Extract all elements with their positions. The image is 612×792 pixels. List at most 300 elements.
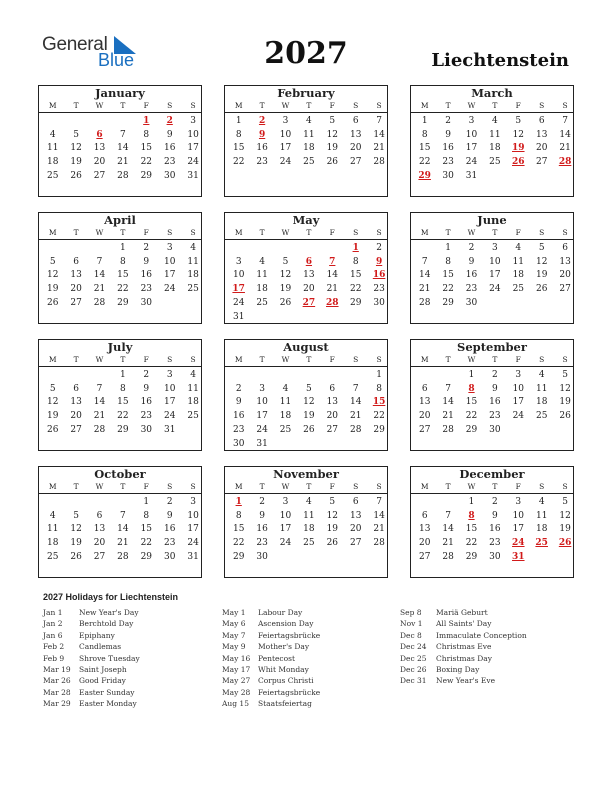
holiday-day-cell: 8 [468,383,475,394]
day-cell: 3 [282,497,289,507]
holidays-column [43,608,218,711]
holiday-date: Mar 19 [43,664,71,674]
weekday-label: W [281,101,290,110]
holiday-name: Feiertagsbrücke [258,687,321,697]
weekday-label: W [467,482,476,491]
weekday-label: W [95,101,104,110]
holiday-date: Jan 1 [43,608,63,617]
day-cell: 3 [468,116,475,126]
day-cell: 11 [303,129,315,140]
month-october [38,466,202,578]
day-cell: 9 [166,510,173,521]
day-cell: 31 [187,170,199,181]
weekday-label: F [143,355,149,364]
day-cell: 18 [279,411,292,422]
holiday-name: Candlemas [79,642,122,652]
day-cell: 12 [70,143,82,154]
holiday-row [222,619,397,630]
day-cell: 10 [279,129,292,140]
weekday-label: F [515,101,521,110]
weekday-label: T [492,228,498,237]
holiday-day-cell: 9 [258,129,266,140]
day-cell: 10 [187,510,199,521]
day-cell: 30 [232,438,245,449]
month-june [410,212,574,324]
day-cell: 6 [352,116,359,126]
day-cell: 12 [46,397,59,408]
day-cell: 15 [349,270,362,281]
day-cell: 30 [140,297,153,308]
day-cell: 29 [442,297,454,308]
holiday-name: New Year's Eve [436,676,496,686]
day-cell: 29 [465,551,478,562]
month-title: April [104,213,136,227]
day-cell: 9 [259,510,265,521]
weekday-label: W [281,228,290,237]
day-cell: 14 [559,129,571,140]
day-cell: 19 [326,143,339,154]
day-cell: 26 [326,538,339,549]
day-cell: 24 [279,538,292,549]
holiday-date: Dec 25 [400,653,427,663]
day-cell: 22 [117,411,129,422]
day-cell: 13 [70,270,82,281]
weekday-label: S [167,482,173,491]
day-cell: 6 [352,497,359,507]
weekday-label: S [539,482,545,491]
day-cell: 23 [140,411,153,422]
day-cell: 7 [376,497,382,507]
day-cell: 24 [187,538,199,549]
day-cell: 7 [445,510,451,521]
day-cell: 8 [120,383,126,394]
day-cell: 25 [303,538,315,549]
holiday-date: May 28 [222,687,251,697]
weekday-label: F [329,482,335,491]
day-cell: 19 [46,284,59,295]
day-cell: 26 [303,424,315,435]
day-cell: 16 [163,524,176,535]
day-cell: 21 [373,524,385,535]
holiday-row [400,654,575,665]
day-cell: 7 [445,383,451,394]
day-cell: 25 [512,284,525,295]
day-cell: 27 [70,424,82,435]
day-cell: 18 [535,397,548,408]
weekday-label: T [259,101,265,110]
day-cell: 15 [140,524,153,535]
month-august [224,339,388,451]
day-cell: 21 [442,538,454,549]
holiday-day-cell: 17 [232,284,245,295]
holiday-row [400,665,575,676]
weekday-label: S [190,101,196,110]
day-cell: 2 [259,497,265,507]
day-cell: 25 [46,170,59,181]
day-cell: 19 [559,524,571,535]
weekday-label: M [420,101,429,110]
weekday-label: T [306,101,312,110]
weekday-label: T [120,482,126,491]
weekday-label: T [306,355,312,364]
weekday-label: F [143,482,149,491]
day-cell: 24 [256,424,268,435]
holiday-row [43,608,218,619]
weekday-label: F [329,355,335,364]
day-cell: 9 [235,397,242,408]
holiday-row [400,676,575,687]
day-cell: 30 [373,297,385,308]
day-cell: 16 [256,524,268,535]
day-cell: 1 [120,243,126,253]
holiday-name: Mariä Geburt [436,608,488,617]
day-cell: 5 [306,383,312,394]
day-cell: 20 [349,524,362,535]
day-cell: 13 [93,524,106,535]
day-cell: 17 [163,270,176,281]
day-cell: 9 [492,383,498,394]
weekday-label: S [353,355,359,364]
day-cell: 11 [256,270,268,281]
weekday-label: M [420,355,429,364]
day-cell: 1 [120,370,126,380]
day-cell: 25 [279,424,292,435]
day-cell: 3 [190,116,196,126]
day-cell: 15 [465,397,478,408]
holiday-name: Easter Sunday [79,687,135,697]
day-cell: 2 [468,243,475,253]
day-cell: 17 [279,524,292,535]
day-cell: 10 [232,270,245,281]
day-cell: 28 [349,424,362,435]
day-cell: 5 [329,497,336,507]
day-cell: 11 [279,397,292,408]
day-cell: 30 [256,551,268,562]
day-cell: 9 [166,129,173,140]
day-cell: 11 [535,510,548,521]
day-cell: 25 [46,551,59,562]
day-cell: 16 [442,143,454,154]
weekday-label: S [539,101,545,110]
weekday-label: W [281,482,290,491]
day-cell: 31 [465,170,478,181]
day-cell: 2 [376,243,382,253]
day-cell: 14 [117,524,129,535]
holiday-date: May 17 [222,664,251,674]
weekday-header [411,354,573,367]
day-cell: 18 [489,143,501,154]
day-cell: 20 [70,411,82,422]
holiday-day-cell: 1 [352,243,359,253]
day-cell: 7 [120,510,126,521]
day-cell: 19 [326,524,339,535]
holiday-date: Dec 24 [400,642,427,652]
day-cell: 4 [538,497,545,507]
day-cell: 10 [512,510,525,521]
day-cell: 8 [421,129,428,140]
logo-general-text: General [42,34,108,55]
day-cell: 27 [93,170,106,181]
day-cell: 28 [373,538,385,549]
day-cell: 21 [93,284,106,295]
day-cell: 4 [282,383,289,394]
holiday-name: Good Friday [79,676,126,686]
month-title: February [277,86,335,100]
day-cell: 24 [279,157,292,168]
day-cell: 29 [140,551,153,562]
day-cell: 22 [117,284,129,295]
holiday-row [222,654,397,665]
day-cell: 18 [187,397,199,408]
day-cell: 23 [489,538,501,549]
day-cell: 29 [465,424,478,435]
day-cell: 1 [445,243,451,253]
day-cell: 30 [489,424,501,435]
day-cell: 13 [418,524,431,535]
day-cell: 12 [326,510,339,521]
weekday-label: F [329,228,335,237]
holiday-name: Epiphany [79,630,115,640]
day-cell: 23 [373,284,385,295]
weekday-label: T [120,228,126,237]
day-cell: 30 [465,297,478,308]
holiday-name: Corpus Christi [258,676,314,686]
holiday-row [222,642,397,653]
day-cell: 19 [303,411,315,422]
holiday-day-cell: 26 [558,538,572,549]
holiday-day-cell: 8 [468,510,475,521]
day-cell: 6 [538,116,545,126]
holiday-date: Sep 8 [400,608,422,617]
day-cell: 13 [326,397,339,408]
day-cell: 22 [465,411,478,422]
holiday-name: Mother's Day [258,642,310,652]
day-cell: 14 [349,397,362,408]
day-cell: 18 [303,143,315,154]
day-cell: 11 [303,510,315,521]
day-cell: 16 [163,143,176,154]
day-cell: 21 [117,538,129,549]
holiday-row [43,631,218,642]
day-cell: 25 [489,157,501,168]
day-cell: 13 [349,510,362,521]
weekday-label: T [73,355,79,364]
holiday-name: Labour Day [258,608,303,617]
day-cell: 12 [512,129,525,140]
day-cell: 20 [93,157,106,168]
day-cell: 23 [256,157,268,168]
weekday-label: F [515,482,521,491]
day-cell: 24 [489,284,501,295]
day-cell: 27 [349,538,362,549]
day-cell: 11 [187,256,199,267]
day-cell: 11 [512,256,525,267]
day-cell: 9 [143,256,150,267]
day-cell: 29 [373,424,385,435]
day-cell: 3 [166,243,173,253]
day-cell: 4 [190,370,196,380]
day-cell: 15 [442,270,454,281]
holiday-row [400,608,575,619]
day-cell: 8 [235,510,242,521]
day-cell: 2 [235,383,242,394]
day-cell: 22 [232,157,245,168]
day-cell: 18 [303,524,315,535]
weekday-header [411,100,573,113]
weekday-label: M [48,355,57,364]
day-cell: 14 [326,270,339,281]
day-cell: 27 [349,157,362,168]
day-cell: 10 [256,397,268,408]
day-cell: 14 [117,143,129,154]
day-cell: 28 [442,551,454,562]
day-cell: 8 [143,129,150,140]
day-cell: 10 [512,383,525,394]
day-cell: 29 [117,297,129,308]
weekday-label: S [353,101,359,110]
holiday-date: Aug 15 [222,699,249,709]
day-cell: 22 [418,157,431,168]
month-may [224,212,388,324]
day-cell: 12 [559,383,571,394]
day-cell: 22 [349,284,362,295]
day-cell: 24 [512,411,525,422]
day-cell: 8 [352,256,359,267]
day-cell: 4 [190,243,196,253]
day-cell: 7 [120,129,126,140]
day-cell: 4 [49,129,56,140]
day-cell: 13 [303,270,315,281]
month-february [224,85,388,197]
day-cell: 5 [562,497,568,507]
day-cell: 1 [235,116,242,126]
day-cell: 19 [46,411,59,422]
day-cell: 24 [163,411,176,422]
day-cell: 29 [349,297,362,308]
weekday-label: S [190,228,196,237]
day-cell: 26 [70,170,82,181]
day-cell: 15 [232,143,245,154]
day-cell: 20 [535,143,548,154]
holiday-day-cell: 1 [143,116,150,126]
holiday-day-cell: 6 [96,129,103,140]
day-cell: 19 [535,270,548,281]
day-cell: 27 [418,551,431,562]
holiday-name: Ascension Day [258,619,314,629]
day-cell: 22 [232,538,245,549]
day-cell: 5 [49,256,56,267]
weekday-label: S [190,355,196,364]
month-july [38,339,202,451]
day-cell: 31 [256,438,268,449]
day-cell: 17 [187,143,199,154]
day-cell: 23 [489,411,501,422]
holiday-row [222,608,397,619]
day-cell: 23 [232,424,245,435]
day-cell: 5 [282,256,289,267]
day-cell: 28 [93,424,106,435]
day-cell: 15 [140,143,153,154]
month-title: October [94,467,146,481]
day-cell: 15 [117,270,129,281]
day-cell: 11 [46,524,59,535]
day-cell: 17 [512,397,525,408]
day-cell: 9 [445,129,451,140]
day-cell: 26 [70,551,82,562]
holiday-day-cell: 9 [375,256,383,267]
holiday-date: Mar 29 [43,699,71,709]
weekday-label: S [562,228,568,237]
day-cell: 7 [376,116,382,126]
day-cell: 15 [232,524,245,535]
holiday-date: Mar 28 [43,687,71,697]
day-cell: 15 [465,524,478,535]
day-cell: 10 [163,383,176,394]
day-cell: 23 [465,284,478,295]
day-cell: 4 [306,116,312,126]
day-cell: 10 [163,256,176,267]
day-cell: 4 [49,510,56,521]
day-cell: 12 [70,524,82,535]
day-cell: 14 [373,510,385,521]
day-cell: 7 [421,256,428,267]
day-cell: 5 [49,383,56,394]
country-name: Liechtenstein [431,50,569,71]
weekday-label: S [562,482,568,491]
weekday-label: T [445,482,451,491]
day-cell: 3 [282,116,289,126]
day-cell: 14 [418,270,431,281]
weekday-label: F [143,101,149,110]
day-cell: 14 [373,129,385,140]
weekday-label: T [120,355,126,364]
weekday-label: T [445,101,451,110]
day-cell: 29 [232,551,245,562]
holiday-day-cell: 15 [372,397,386,408]
day-cell: 10 [465,129,478,140]
day-cell: 16 [140,270,153,281]
holiday-date: May 7 [222,630,246,640]
holiday-day-cell: 25 [535,538,548,549]
month-title: May [292,213,320,227]
day-cell: 6 [562,243,568,253]
weekday-header [39,354,201,367]
day-cell: 23 [256,538,268,549]
weekday-label: T [492,101,498,110]
holiday-day-cell: 19 [512,143,525,154]
day-cell: 23 [163,538,176,549]
weekday-label: S [562,101,568,110]
day-cell: 13 [418,397,431,408]
day-cell: 20 [418,411,431,422]
weekday-label: S [539,355,545,364]
day-cell: 21 [442,411,454,422]
day-cell: 5 [73,510,79,521]
weekday-label: F [143,228,149,237]
day-cell: 7 [352,383,359,394]
holiday-name: Christmas Day [436,653,492,663]
weekday-header [39,100,201,113]
weekday-label: S [376,482,382,491]
holiday-name: Shrove Tuesday [79,653,140,663]
day-cell: 5 [73,129,79,140]
holiday-row [222,699,397,710]
weekday-label: T [73,228,79,237]
day-cell: 2 [166,497,173,507]
weekday-label: T [259,355,265,364]
holiday-name: Boxing Day [436,664,480,674]
day-cell: 26 [326,157,339,168]
